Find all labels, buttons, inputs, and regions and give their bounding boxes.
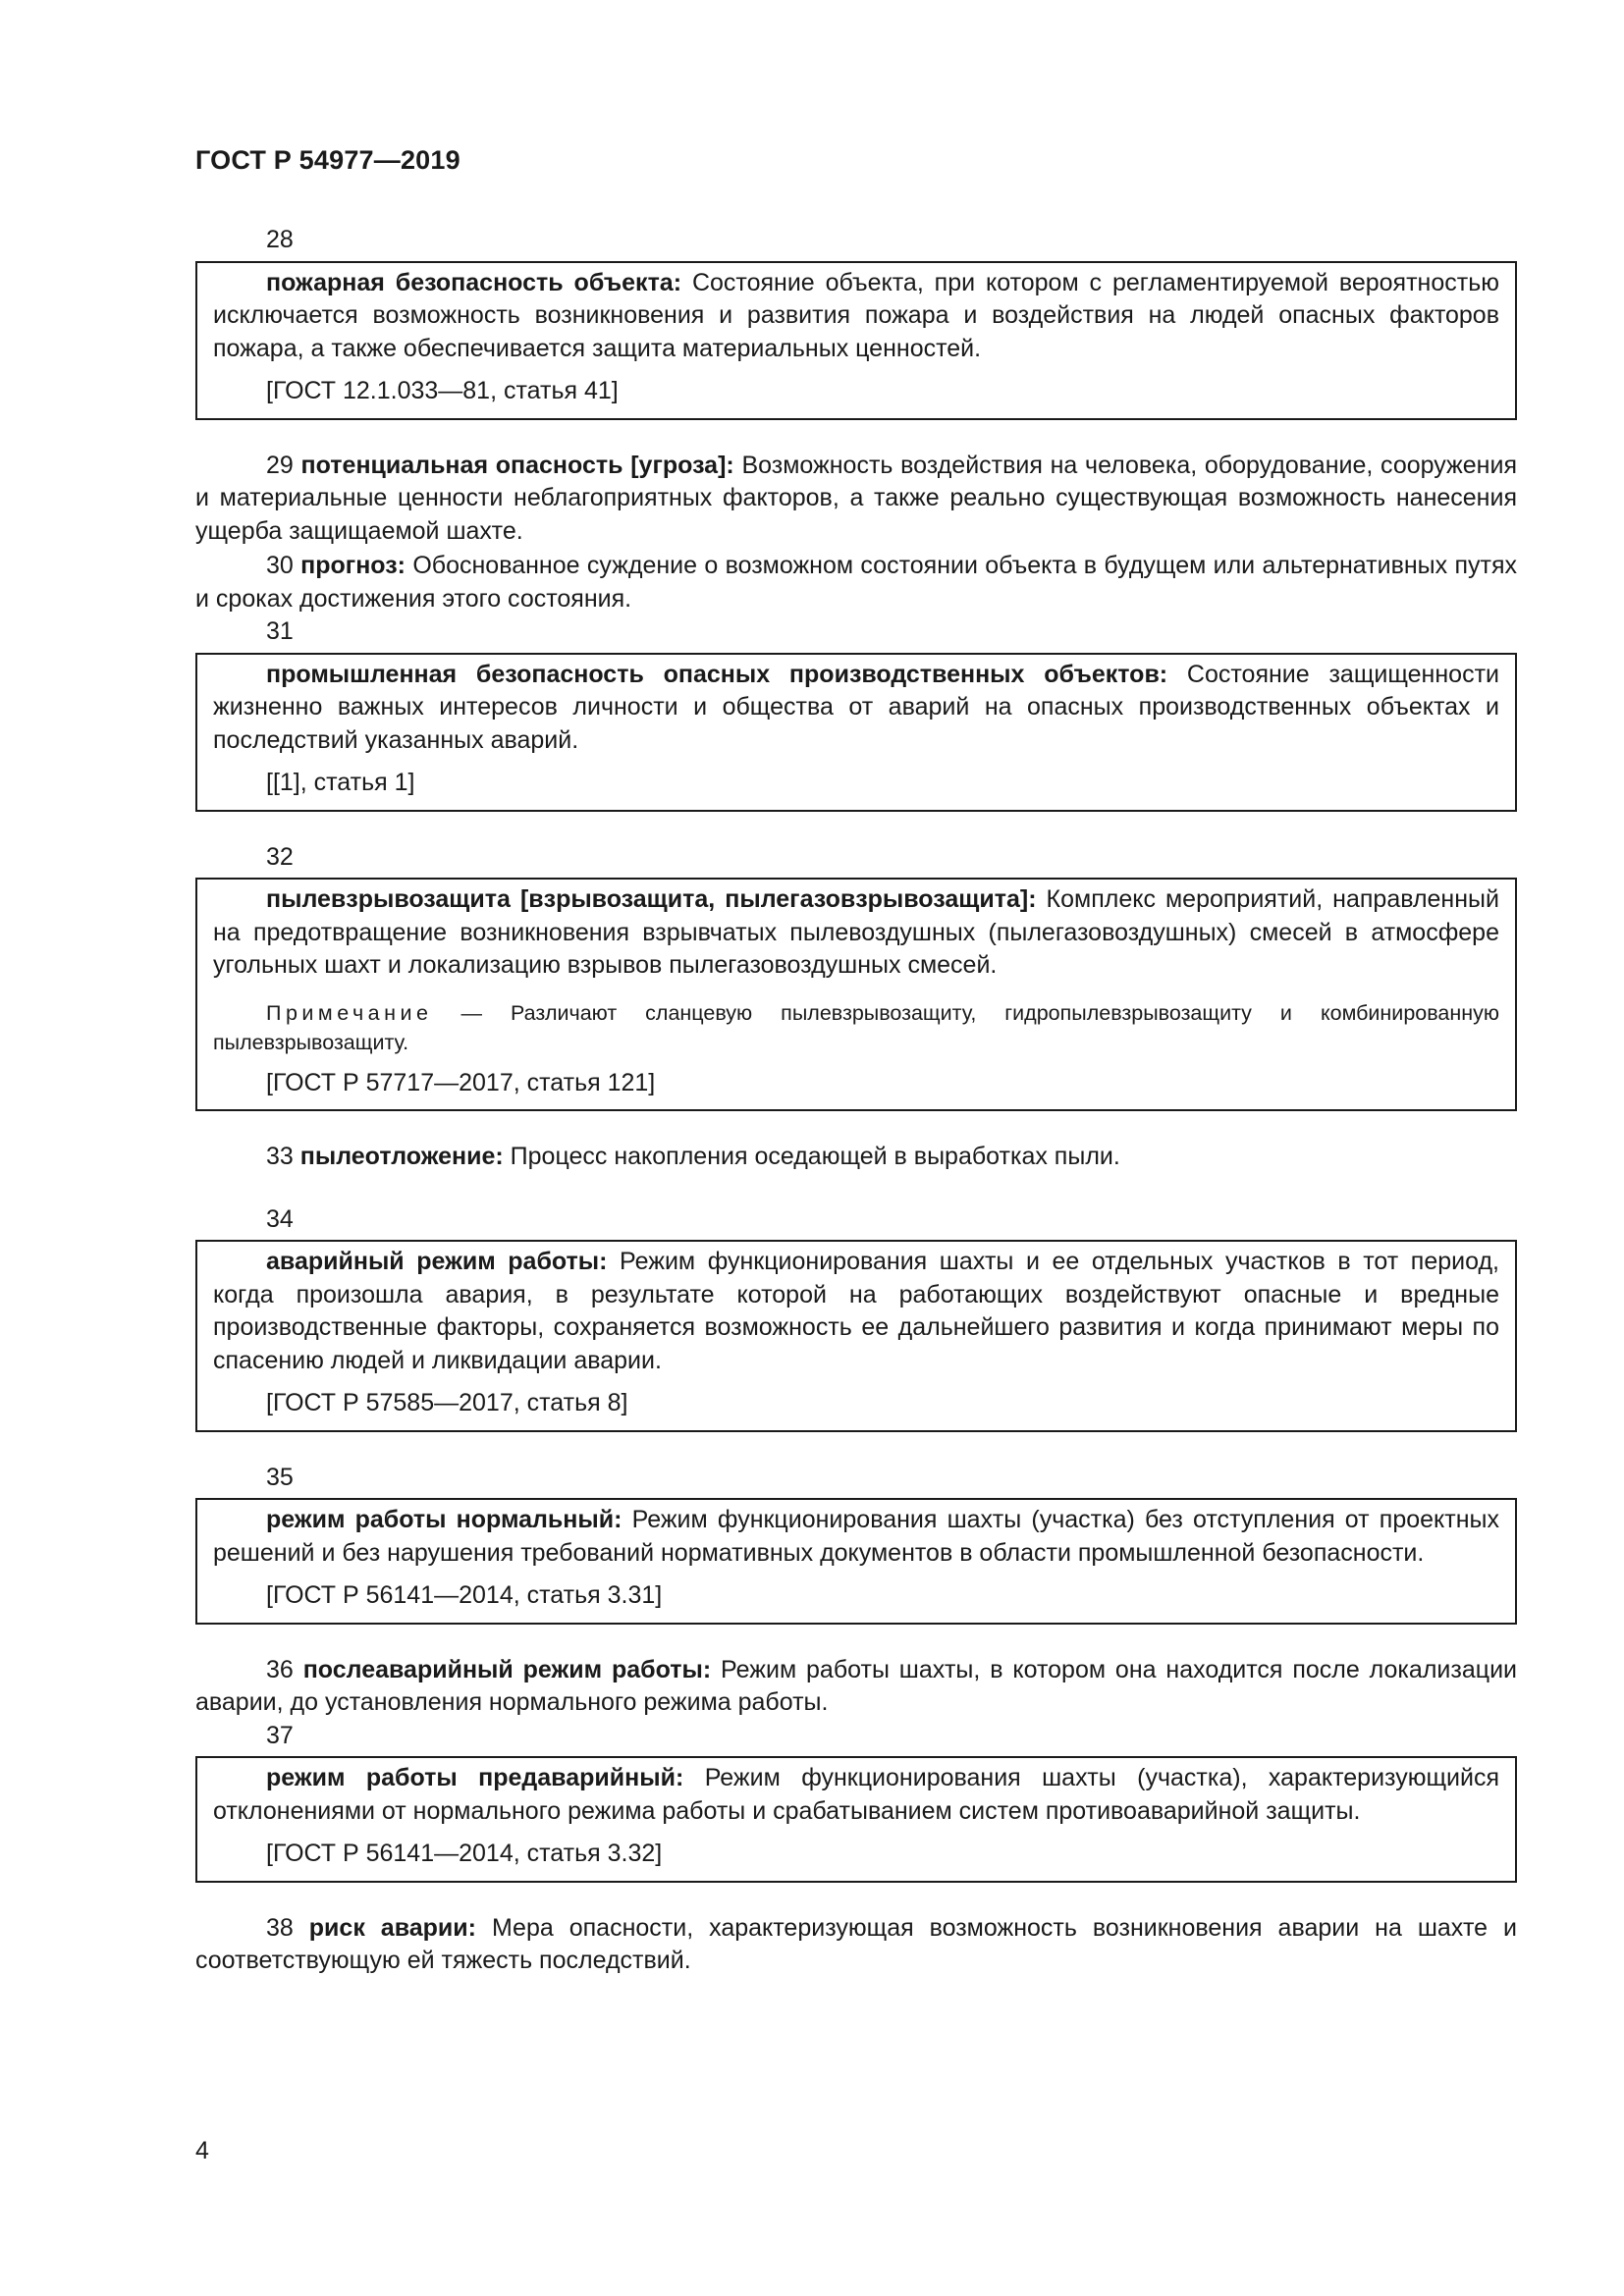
quoted-term-box xyxy=(195,878,1517,1111)
term-text: Комплекс мероприятий, направленный на предотвращение возникновения взрывчатых пылевоздушных (пылегазовоздушных) смесей в атмосфере угольных шахт и локализацию взрывов пылегазовоздушных смесей. xyxy=(213,885,1499,979)
term-name: потенциальная опасность [угроза]: xyxy=(300,451,734,479)
term-definition xyxy=(213,1504,1499,1570)
term-number: 33 xyxy=(266,1143,294,1170)
term-name: пылевзрывозащита [взрывозащита, пылегазовзрывозащита]: xyxy=(266,885,1037,913)
term-number: 34 xyxy=(266,1204,294,1233)
term-note xyxy=(213,998,1499,1057)
quoted-term-box xyxy=(195,653,1517,812)
term-name: режим работы нормальный: xyxy=(266,1506,623,1533)
term-number: 36 xyxy=(266,1655,294,1683)
note-text: — Различают сланцевую пылевзрывозащиту, гидропылевзрывозащиту и комбинированную пылевзрывозащиту. xyxy=(213,1000,1499,1054)
term-definition xyxy=(213,267,1499,366)
document-header: ГОСТ Р 54977—2019 xyxy=(195,145,460,175)
term-number: 31 xyxy=(266,617,294,645)
term-name: риск аварии: xyxy=(308,1913,476,1942)
term-text: Режим работы шахты, в котором она находится после локализации аварии, до установления нормального режима работы. xyxy=(195,1655,1517,1716)
term-name: аварийный режим работы: xyxy=(266,1248,608,1275)
quoted-term-box xyxy=(195,1498,1517,1625)
term-text: Обоснованное суждение о возможном состоянии объекта в будущем или альтернативных путях и сроках достижения этого состояния. xyxy=(195,552,1517,613)
term-source: [[1], статья 1] xyxy=(266,769,415,796)
page-number: 4 xyxy=(195,2137,209,2164)
term-number: 29 xyxy=(266,451,294,479)
term-name: промышленная безопасность опасных производственных объектов: xyxy=(266,660,1168,688)
term-definition xyxy=(213,659,1499,758)
term-source: [ГОСТ Р 56141—2014, статья 3.32] xyxy=(266,1840,663,1867)
term-number: 30 xyxy=(266,552,294,579)
term-text: Состояние защищенности жизненно важных интересов личности и общества от аварий на опасных производственных объектах и последствий указанных аварий. xyxy=(213,660,1499,754)
term-paragraph xyxy=(195,1141,1517,1174)
quoted-term-box xyxy=(195,1756,1517,1883)
term-number: 35 xyxy=(266,1463,294,1491)
quoted-term-box xyxy=(195,261,1517,420)
note-label: Примечание xyxy=(266,1000,433,1025)
term-number: 32 xyxy=(266,842,294,871)
term-source: [ГОСТ Р 57585—2017, статья 8] xyxy=(266,1389,628,1416)
term-definition xyxy=(213,883,1499,983)
terms-content xyxy=(195,224,1517,1978)
term-paragraph xyxy=(195,1912,1517,1978)
term-text: Режим функционирования шахты (участка), характеризующийся отклонениями от нормального режима работы и срабатыванием систем противоаварийной защиты. xyxy=(213,1764,1499,1825)
term-definition xyxy=(213,1762,1499,1828)
term-name: пылеотложение: xyxy=(299,1143,504,1170)
term-name: режим работы предаварийный: xyxy=(266,1764,684,1791)
term-text: Мера опасности, характеризующая возможность возникновения аварии на шахте и соответствующую ей тяжесть последствий. xyxy=(195,1913,1517,1974)
term-source: [ГОСТ Р 57717—2017, статья 121] xyxy=(266,1068,656,1096)
term-name: прогноз: xyxy=(300,552,406,579)
term-definition xyxy=(213,1246,1499,1377)
term-number: 28 xyxy=(266,226,294,253)
term-text: Возможность воздействия на человека, оборудование, сооружения и материальные ценности неблагоприятных факторов, а также реально существующая возможность нанесения ущерба защищаемой шахте. xyxy=(195,451,1517,545)
term-source: [ГОСТ Р 56141—2014, статья 3.31] xyxy=(266,1581,663,1609)
term-text: Режим функционирования шахты (участка) без отступления от проектных решений и без нарушения требований нормативных документов в области промышленной безопасности. xyxy=(213,1506,1499,1567)
term-paragraph xyxy=(195,450,1517,549)
quoted-term-box xyxy=(195,1240,1517,1432)
term-text: Состояние объекта, при котором с регламентируемой вероятностью исключается возможность возникновения и развития пожара и воздействия на людей опасных факторов пожара, а также обеспечивается защита материальных ценностей. xyxy=(213,268,1499,362)
term-paragraph xyxy=(195,550,1517,615)
term-source: [ГОСТ 12.1.033—81, статья 41] xyxy=(266,377,619,404)
term-paragraph xyxy=(195,1654,1517,1720)
term-number: 38 xyxy=(266,1913,294,1942)
term-name: послеаварийный режим работы: xyxy=(302,1655,712,1683)
term-name: пожарная безопасность объекта: xyxy=(266,268,682,296)
term-text: Процесс накопления оседающей в выработках пыли. xyxy=(503,1143,1120,1170)
term-number: 37 xyxy=(266,1721,294,1749)
term-text: Режим функционирования шахты и ее отдельных участков в тот период, когда произошла авария, в результате которой на работающих воздействуют опасные и вредные производственные факторы, сохраняется возможность ее дальнейшего развития и когда принимают меры по спасению людей и ликвидации аварии. xyxy=(213,1248,1499,1374)
